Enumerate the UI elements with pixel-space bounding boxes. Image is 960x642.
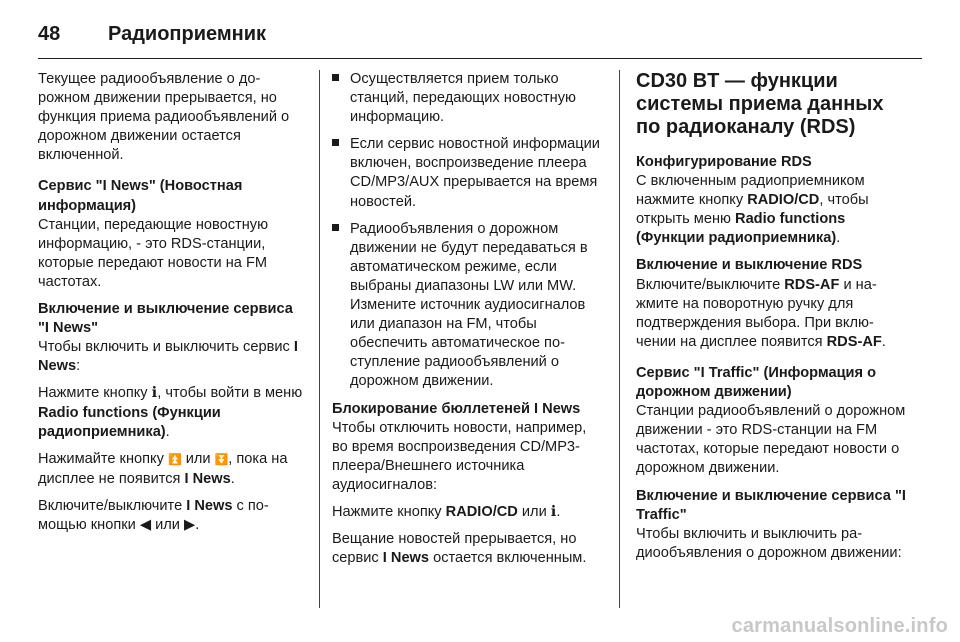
traffic-heading: Сервис "I Traffic" (Информация о дорожном движении) <box>636 364 877 401</box>
text-span: , чтобы войти в меню <box>157 385 303 402</box>
interrupt-paragraph <box>332 530 604 568</box>
text-span: Чтобы включить и выключить сервис <box>38 339 294 356</box>
text-span: . <box>881 333 886 350</box>
bullet-square-icon <box>332 139 339 146</box>
column-1 <box>38 70 304 543</box>
bold-span: RDS-AF <box>784 276 840 293</box>
bullet-square-icon <box>332 74 339 81</box>
left-arrow-icon: ◀ <box>139 516 152 533</box>
traffic-toggle-paragraph: Чтобы включить и выключить радиообъявления о дорожном движении: <box>636 525 902 561</box>
bold-span: Radio functions (Функции радиоприемника) <box>38 404 221 440</box>
bullet-text: Радиообъявления о дорожном движении не будут передаваться в автоматическом режиме, если выбраны диапазоны LW или MW. Измените источник аудиосигналов или диапазон на FM, чтобы обеспечить автоматическое поступление радиообъявлений о дорожном движении. <box>350 220 588 390</box>
header-divider <box>38 58 922 59</box>
column-3 <box>636 70 908 571</box>
bold-span: I News <box>184 470 231 487</box>
rds-paragraph <box>636 276 908 352</box>
traffic-toggle-heading: Включение и выключение сервиса "I Traffic" <box>636 487 906 523</box>
watermark: carmanualsonline.info <box>731 615 948 637</box>
text-span: . <box>556 503 561 520</box>
seek-down-icon: ⏬ <box>214 453 229 466</box>
text-span: : <box>76 358 81 375</box>
page-number: 48 <box>38 22 61 45</box>
text-span: остается включенным. <box>429 550 587 567</box>
press-radio-paragraph <box>332 503 604 522</box>
section-heading: CD30 BT — функции системы приема данных по радиоканалу (RDS) <box>636 70 884 138</box>
text-span: . <box>165 423 170 440</box>
text-span: Включите/выключите <box>38 497 187 514</box>
column-2 <box>332 70 604 576</box>
text-span: или <box>151 516 184 533</box>
text-span: Нажмите кнопку <box>38 385 152 402</box>
news-paragraph: Станции, передающие новостную информацию, - это RDS-станции, которые передают новости на FM частотах. <box>38 216 269 290</box>
news-heading: Сервис "I News" (Новостная информация) <box>38 178 243 214</box>
text-span: Включите/выключите <box>636 276 785 293</box>
bold-span: I News <box>382 550 430 567</box>
bold-span: RDS-AF <box>826 333 882 350</box>
text-span: или <box>181 450 215 467</box>
block-news-paragraph: Чтобы отключить новости, например, во время воспроизведения CD/MP3-плеера/Внешнего источника аудиосигналов: <box>332 419 587 493</box>
text-span: . <box>836 230 841 247</box>
bold-span: I News <box>186 497 233 514</box>
seek-up-icon: ⏫ <box>167 453 182 466</box>
info-button-icon: ℹ <box>151 385 158 402</box>
text-span: Нажмите кнопку <box>332 503 446 520</box>
right-arrow-icon: ▶ <box>184 516 196 533</box>
page-header <box>38 12 922 56</box>
column-divider <box>319 70 320 608</box>
traffic-paragraph: Станции радиообъявлений о дорожном движении - это RDS-станции на FM частотах, которые передают новости о дорожном движении. <box>636 403 906 477</box>
bold-span: RADIO/CD <box>747 192 820 209</box>
config-heading: Конфигурирование RDS <box>636 154 812 170</box>
text-span: . <box>195 516 200 533</box>
text-span: и нажмите на поворотную ручку для подтверждения выбора. При включении на дисплее появится <box>636 276 877 350</box>
toggle-arrows-paragraph <box>38 497 304 535</box>
text-span: , чтобы открыть меню <box>636 192 869 228</box>
text-span: или <box>517 503 551 520</box>
text-span: Нажимайте кнопку <box>38 450 168 467</box>
press-info-paragraph <box>38 384 304 441</box>
info-button-icon: ℹ <box>550 503 557 520</box>
bullet-text: Если сервис новостной информации включен, воспроизведение плеера CD/MP3/AUX прерывается на время новостей. <box>350 136 600 210</box>
column-divider <box>619 70 620 608</box>
bold-span: RADIO/CD <box>445 503 518 520</box>
news-toggle-paragraph <box>38 338 304 376</box>
intro-paragraph: Текущее радиообъявление о дорожном движении прерывается, но функция приема радиообъявлений о дорожном движении остается включенной. <box>38 71 290 164</box>
rds-heading: Включение и выключение RDS <box>636 257 863 274</box>
bold-span: I News <box>38 339 298 375</box>
bold-span: Radio functions (Функции радиоприемника) <box>636 211 846 247</box>
seek-paragraph <box>38 450 304 489</box>
text-span: , пока на дисплее не появится <box>38 450 288 487</box>
news-toggle-heading: Включение и выключение сервиса "I News" <box>38 301 293 337</box>
list-item <box>332 220 604 392</box>
page-title: Радиоприемник <box>108 22 267 45</box>
list-item <box>332 70 604 127</box>
list-item <box>332 135 604 211</box>
text-span: с помощью кнопки <box>38 497 269 533</box>
bullet-text: Осуществляется прием только станций, передающих новостную информацию. <box>350 71 576 126</box>
block-news-heading: Блокирование бюллетеней I News <box>332 400 581 417</box>
bullet-square-icon <box>332 224 339 231</box>
text-span: Вещание новостей прерывается, но сервис <box>332 531 577 567</box>
config-paragraph <box>636 172 908 248</box>
text-span: . <box>230 470 235 487</box>
text-span: С включенным радиоприемником нажмите кнопку <box>636 173 865 209</box>
